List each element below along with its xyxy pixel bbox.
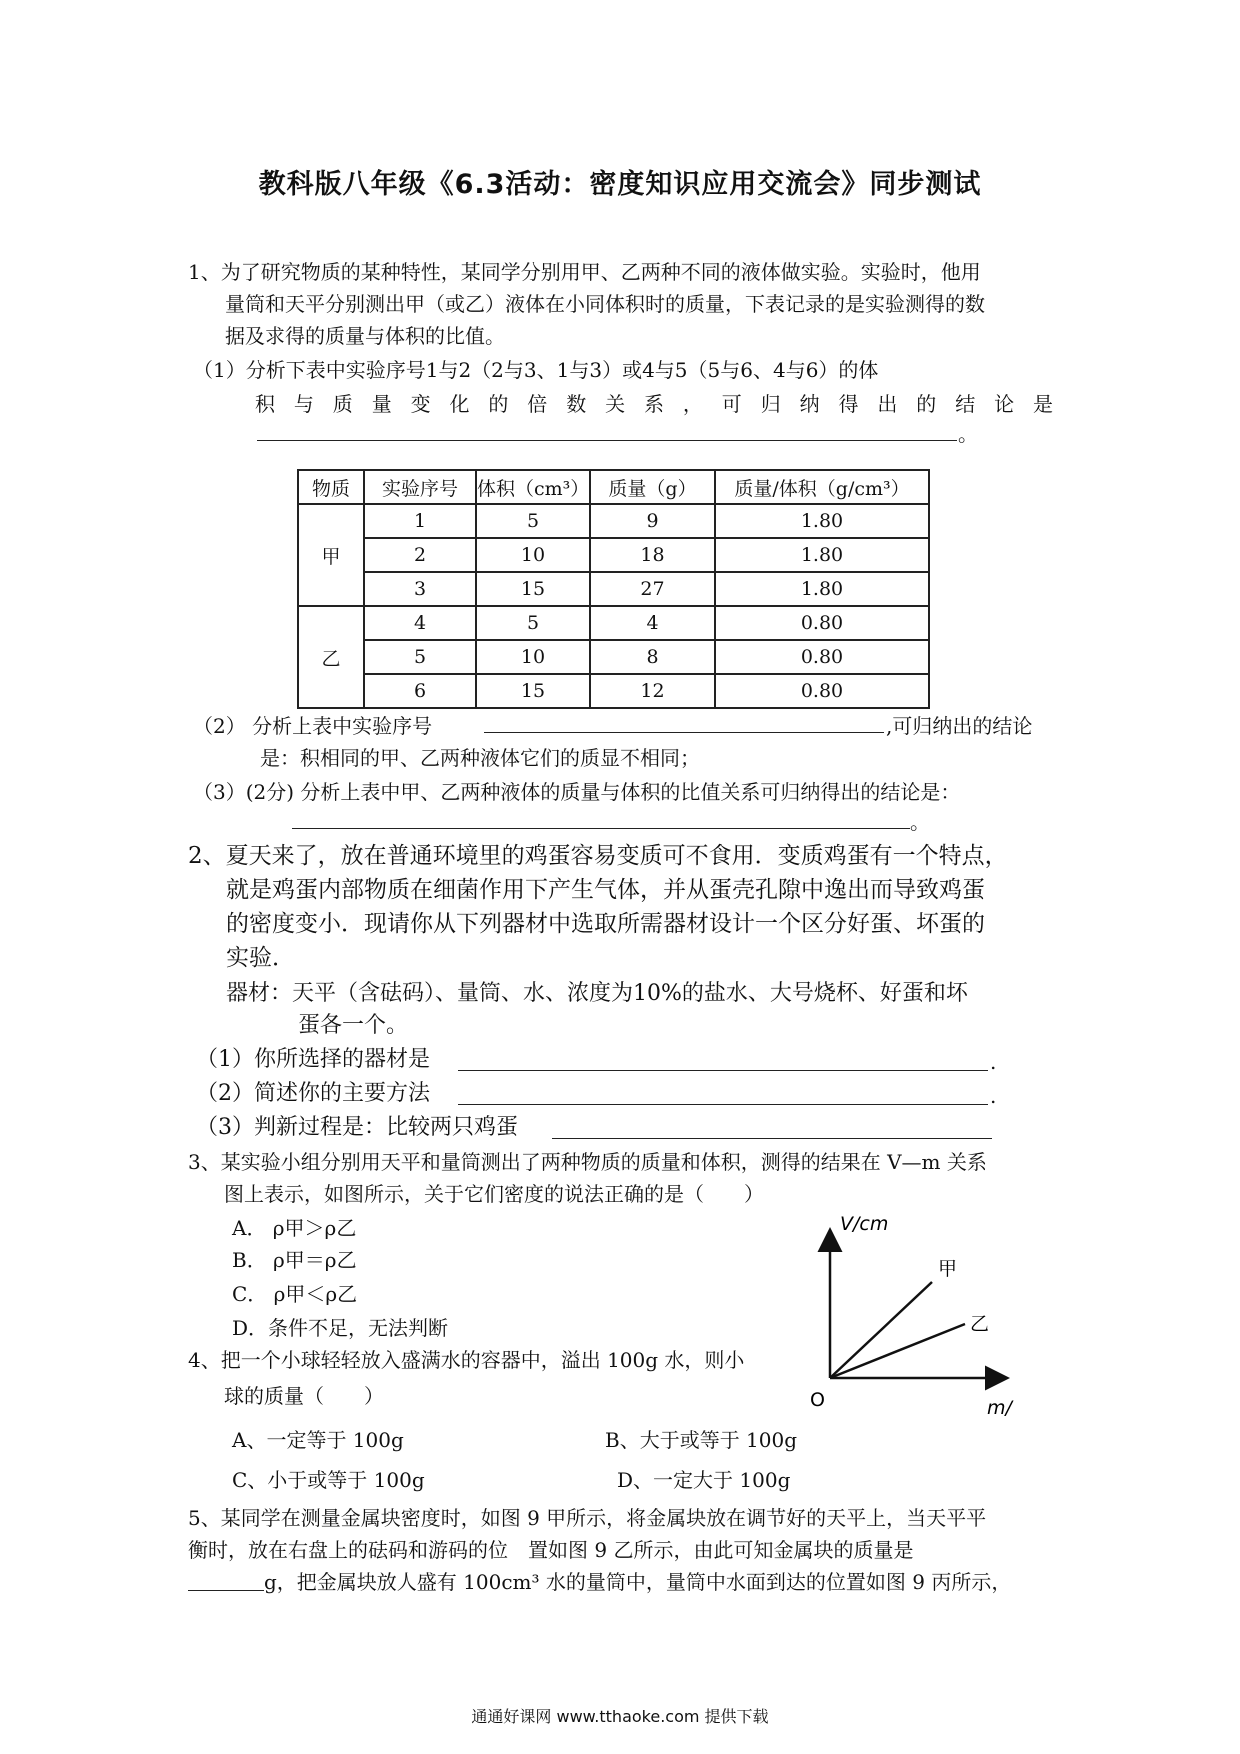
q4-option-b: B、大于或等于 100g <box>605 1428 798 1452</box>
table-header-row <box>298 470 929 504</box>
table-cell: 18 <box>590 538 715 572</box>
q5-line-3: g，把金属块放人盛有 100cm³ 水的量筒中，量筒中水面到达的位置如图 9 丙所示， <box>264 1570 1012 1594</box>
table-header-cell: 实验序号 <box>364 470 476 504</box>
table-row <box>298 572 929 606</box>
q2-materials-line-2: 蛋各一个。 <box>298 1013 409 1038</box>
q4-option-d: D、一定大于 100g <box>617 1468 791 1492</box>
q1-part3-answer-blank[interactable] <box>292 808 910 829</box>
line-jia-label: 甲 <box>938 1258 958 1280</box>
q2-line-2: 就是鸡蛋内部物质在细菌作用下产生气体，并从蛋壳孔隙中逸出而导致鸡蛋 <box>226 877 985 903</box>
v-axis-label: V/cm <box>840 1213 889 1235</box>
table-cell: 10 <box>476 538 590 572</box>
table-cell: 6 <box>364 674 476 708</box>
v-m-graph <box>790 1210 1030 1420</box>
q1-part1-answer-blank[interactable] <box>257 420 957 441</box>
table-row <box>298 606 929 640</box>
table-cell: 3 <box>364 572 476 606</box>
table-cell: 12 <box>590 674 715 708</box>
q1-part2-prefix: （2） 分析上表中实验序号 <box>193 714 433 738</box>
table-cell: 0.80 <box>715 674 929 708</box>
q1-part3-end: 。 <box>910 810 930 834</box>
q1-part3-line-1: （3）(2分) 分析上表中甲、乙两种液体的质量与体积的比值关系可归纳得出的结论是： <box>193 780 961 804</box>
q2-sub-3-answer-blank[interactable] <box>552 1118 992 1139</box>
table-cell: 9 <box>590 504 715 538</box>
line-yi <box>830 1324 965 1378</box>
q1-line-3: 据及求得的质量与体积的比值。 <box>225 324 505 348</box>
q2-materials-line: 器材：天平（含砝码）、量筒、水、浓度为10%的盐水、大号烧杯、好蛋和坏 <box>226 981 968 1006</box>
table-cell: 2 <box>364 538 476 572</box>
table-cell: 0.80 <box>715 606 929 640</box>
table-row <box>298 538 929 572</box>
line-jia <box>830 1282 932 1378</box>
table-header-cell: 物质 <box>298 470 364 504</box>
substance-cell: 甲 <box>298 504 364 606</box>
q2-sub-1-answer-blank[interactable] <box>458 1050 988 1071</box>
q1-line-1: 1、为了研究物质的某种特性，某同学分别用甲、乙两种不同的液体做实验。实验时，他用 <box>188 260 981 284</box>
q4-option-c: C、小于或等于 100g <box>232 1468 425 1492</box>
q1-part2-line-2: 是：积相同的甲、乙两种液体它们的质显不相同； <box>260 746 700 770</box>
q3-line-1: 3、某实验小组分别用天平和量筒测出了两种物质的质量和体积，测得的结果在 V—m 关系 <box>188 1150 987 1174</box>
table-cell: 5 <box>476 606 590 640</box>
table-cell: 4 <box>590 606 715 640</box>
table-header-cell: 体积（cm³） <box>476 470 590 504</box>
table-cell: 1 <box>364 504 476 538</box>
q4-line-2: 球的质量（ ） <box>224 1384 384 1408</box>
q1-data-table <box>297 469 930 709</box>
q2-sub-1: （1）你所选择的器材是 <box>196 1047 430 1072</box>
q3-option-b: B． ρ甲＝ρ乙 <box>232 1248 357 1272</box>
q5-line-2: 衡时，放在右盘上的砝码和游码的位 置如图 9 乙所示，由此可知金属块的质量是 <box>188 1538 914 1562</box>
q4-option-a: A、一定等于 100g <box>232 1428 404 1452</box>
q3-option-a: A． ρ甲＞ρ乙 <box>232 1216 357 1240</box>
q2-sub-3: （3）判新过程是：比较两只鸡蛋 <box>196 1115 518 1140</box>
table-cell: 1.80 <box>715 572 929 606</box>
table-cell: 4 <box>364 606 476 640</box>
substance-cell: 乙 <box>298 606 364 708</box>
page-title: 教科版八年级《6.3活动：密度知识应用交流会》同步测试 <box>258 169 982 200</box>
q1-part1-end: 。 <box>958 422 978 446</box>
table-cell: 27 <box>590 572 715 606</box>
q2-sub-2-answer-blank[interactable] <box>458 1084 988 1105</box>
q3-option-d: D．条件不足，无法判断 <box>232 1316 449 1340</box>
table-cell: 5 <box>364 640 476 674</box>
table-cell: 1.80 <box>715 538 929 572</box>
q4-line-1: 4、把一个小球轻轻放入盛满水的容器中，溢出 100g 水，则小 <box>188 1348 745 1372</box>
table-cell: 5 <box>476 504 590 538</box>
table-row <box>298 674 929 708</box>
table-cell: 15 <box>476 674 590 708</box>
origin-label: O <box>810 1389 825 1411</box>
line-yi-label: 乙 <box>970 1313 990 1335</box>
q1-part1-line-1: （1）分析下表中实验序号1与2（2与3、1与3）或4与5（5与6、4与6）的体 <box>193 358 879 382</box>
q5-mass-answer-blank[interactable] <box>188 1570 264 1591</box>
q2-line-3: 的密度变小．现请你从下列器材中选取所需器材设计一个区分好蛋、坏蛋的 <box>226 911 985 937</box>
q2-sub-1-end: . <box>990 1050 997 1074</box>
q5-line-1: 5、某同学在测量金属块密度时，如图 9 甲所示，将金属块放在调节好的天平上，当天平平 <box>188 1506 987 1530</box>
q2-sub-2-end: . <box>990 1084 997 1108</box>
table-cell: 10 <box>476 640 590 674</box>
table-header-cell: 质量（g） <box>590 470 715 504</box>
table-row <box>298 640 929 674</box>
q2-line-1: 2、夏天来了，放在普通环境里的鸡蛋容易变质可不食用．变质鸡蛋有一个特点， <box>188 843 1008 869</box>
table-cell: 1.80 <box>715 504 929 538</box>
table-cell: 8 <box>590 640 715 674</box>
table-row <box>298 504 929 538</box>
q1-line-2: 量筒和天平分别测出甲（或乙）液体在小同体积时的质量，下表记录的是实验测得的数 <box>225 292 985 316</box>
table-header-cell: 质量/体积（g/cm³） <box>715 470 929 504</box>
q2-sub-2: （2）简述你的主要方法 <box>196 1081 430 1106</box>
q1-part1-line-2: 积与质量变化的倍数关系，可归纳得出的结论是 <box>255 392 1055 416</box>
q2-line-4: 实验． <box>226 945 295 971</box>
footer-credit: 通通好课网 www.tthaoke.com 提供下载 <box>471 1707 769 1726</box>
table-cell: 15 <box>476 572 590 606</box>
q3-option-c: C． ρ甲＜ρ乙 <box>232 1282 358 1306</box>
q3-line-2: 图上表示，如图所示，关于它们密度的说法正确的是（ ） <box>224 1182 764 1206</box>
m-axis-label: m/ <box>987 1397 1012 1419</box>
q1-part2-suffix: ,可归纳出的结论 <box>886 714 1033 738</box>
table-cell: 0.80 <box>715 640 929 674</box>
q1-part2-answer-blank[interactable] <box>484 712 884 733</box>
